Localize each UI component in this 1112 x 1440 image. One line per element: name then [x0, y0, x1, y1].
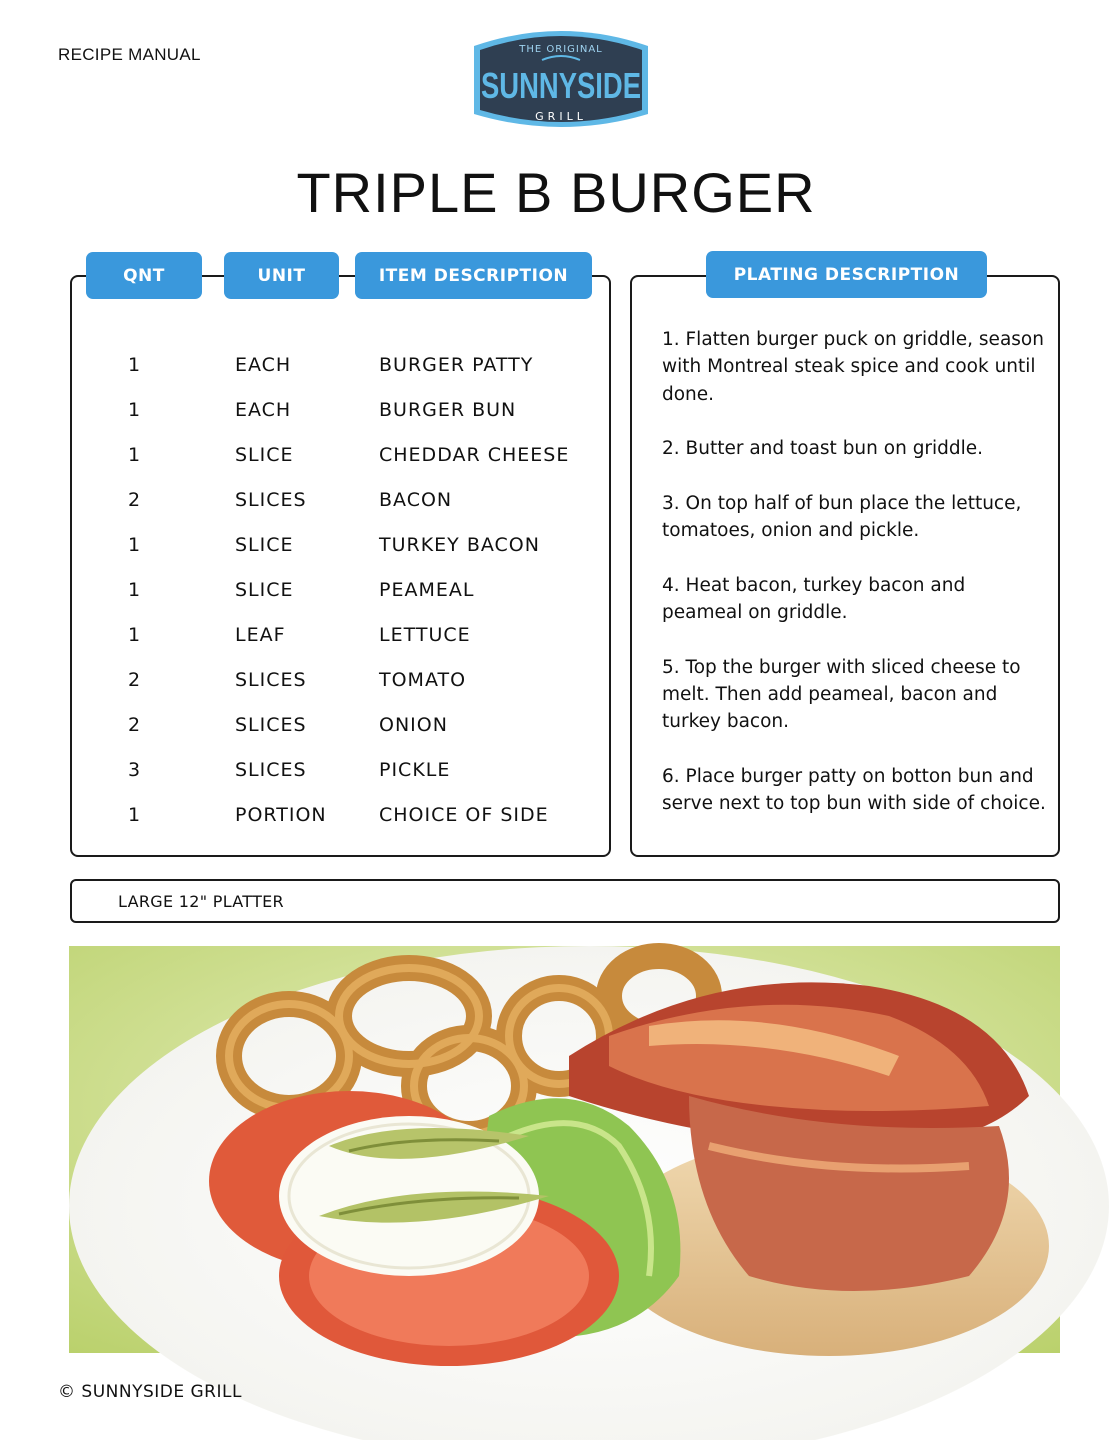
plating-step: 6. Place burger patty on botton bun and serve next to top bun with side of choice.	[662, 765, 1046, 815]
ingredient-qnt: 1	[128, 624, 142, 646]
ingredient-row	[0, 669, 600, 693]
ingredient-unit: EACH	[235, 399, 292, 421]
plating-step: 1. Flatten burger puck on griddle, season with Montreal steak spice and cook until done.	[662, 329, 1044, 405]
plating-step: 5. Top the burger with sliced cheese to melt. Then add peameal, bacon and turkey bacon.	[662, 656, 1021, 733]
ingredient-unit: SLICES	[235, 669, 307, 691]
logo-main-text: SUNNYSIDE	[481, 65, 641, 106]
logo-sub-text: GRILL	[535, 110, 587, 123]
ingredient-row	[0, 489, 600, 513]
plating-step: 4. Heat bacon, turkey bacon and peameal on griddle.	[662, 574, 966, 623]
ingredient-qnt: 1	[128, 444, 142, 466]
ingredient-item: CHOICE OF SIDE	[379, 804, 549, 826]
ingredient-qnt: 2	[128, 714, 142, 736]
burger-photo	[69, 946, 1060, 1353]
ingredient-qnt: 1	[128, 399, 142, 421]
plating-step: 3. On top half of bun place the lettuce, tomatoes, onion and pickle.	[662, 492, 1022, 542]
ingredient-unit: SLICE	[235, 579, 294, 601]
ingredient-row	[0, 399, 600, 423]
ingredient-unit: EACH	[235, 354, 292, 376]
ingredient-item: PICKLE	[379, 759, 451, 781]
plating-step: 2. Butter and toast bun on griddle.	[662, 438, 984, 460]
ingredient-item: BURGER PATTY	[379, 354, 534, 376]
ingredient-qnt: 1	[128, 804, 142, 826]
ingredient-qnt: 1	[128, 534, 142, 556]
ingredient-unit: PORTION	[235, 804, 327, 826]
ingredient-qnt: 2	[128, 669, 142, 691]
manual-label: RECIPE MANUAL	[58, 45, 201, 64]
ingredient-unit: SLICES	[235, 489, 307, 511]
plating-steps	[662, 326, 1047, 845]
ingredient-item: BURGER BUN	[379, 399, 517, 421]
ingredient-qnt: 3	[128, 759, 142, 781]
ingredient-row	[0, 624, 600, 648]
ingredient-item: ONION	[379, 714, 448, 736]
plating-header-tab: PLATING DESCRIPTION	[706, 251, 987, 298]
platter-text: LARGE 12" PLATTER	[118, 892, 284, 911]
ingredient-item: LETTUCE	[379, 624, 471, 646]
logo-top-text: THE ORIGINAL	[519, 44, 603, 55]
copyright-footer: © SUNNYSIDE GRILL	[58, 1382, 242, 1402]
ingredient-row	[0, 714, 600, 738]
ingredient-item: PEAMEAL	[379, 579, 475, 601]
ingredient-row	[0, 804, 600, 828]
ingredient-item: TURKEY BACON	[379, 534, 540, 556]
ingredient-item: TOMATO	[379, 669, 467, 691]
ingredient-row	[0, 354, 600, 378]
ingredient-unit: SLICE	[235, 534, 294, 556]
ingredient-item: CHEDDAR CHEESE	[379, 444, 570, 466]
sunnyside-logo	[468, 22, 654, 130]
ingredient-qnt: 1	[128, 579, 142, 601]
ingredient-unit: SLICE	[235, 444, 294, 466]
ingredient-row	[0, 534, 600, 558]
ingredient-row	[0, 579, 600, 603]
recipe-title: TRIPLE B BURGER	[296, 161, 816, 224]
ingredient-unit: SLICES	[235, 714, 307, 736]
ingredient-item: BACON	[379, 489, 453, 511]
ingredient-row	[0, 759, 600, 783]
item-header-tab: ITEM DESCRIPTION	[355, 252, 592, 299]
unit-header-tab: UNIT	[224, 252, 339, 299]
ingredient-qnt: 2	[128, 489, 142, 511]
ingredient-unit: SLICES	[235, 759, 307, 781]
qnt-header-tab: QNT	[86, 252, 202, 299]
ingredient-unit: LEAF	[235, 624, 286, 646]
ingredient-qnt: 1	[128, 354, 142, 376]
ingredient-row	[0, 444, 600, 468]
